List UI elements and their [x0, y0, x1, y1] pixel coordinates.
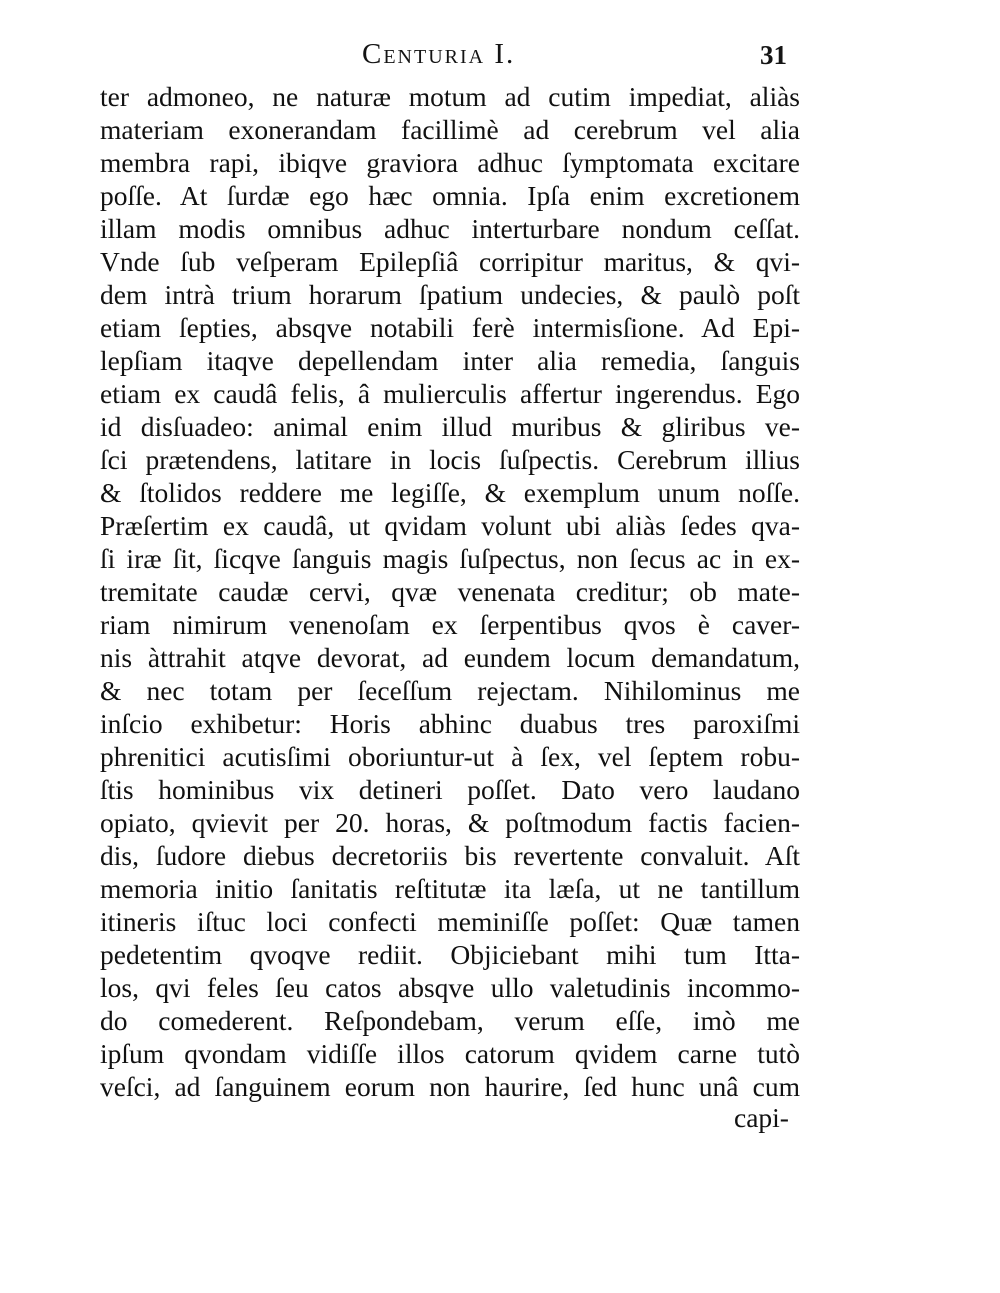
text-line: ſci prætendens, latitare in locis ſuſpectis. Cerebrum illius: [100, 444, 800, 475]
text-line: inſcio exhibetur: Horis abhinc duabus tres paroxiſmi: [100, 708, 800, 739]
text-line: ſtis hominibus vix detineri poſſet. Dato vero laudano: [100, 774, 800, 805]
text-line: pedetentim qvoqve rediit. Objiciebant mihi tum Itta-: [100, 939, 800, 970]
running-head-title: Centuria I.: [362, 38, 516, 70]
text-line: etiam ex caudâ felis, â mulierculis affertur ingerendus. Ego: [100, 378, 800, 409]
text-line: poſſe. At ſurdæ ego hæc omnia. Ipſa enim excretionem: [100, 180, 800, 211]
text-line: etiam ſepties, absqve notabili ferè intermisſione. Ad Epi-: [100, 312, 800, 343]
text-line: & nec totam per ſeceſſum rejectam. Nihilominus me: [100, 675, 800, 706]
text-line: & ſtolidos reddere me legiſſe, & exemplum unum noſſe.: [100, 477, 800, 508]
text-line: membra rapi, ibiqve graviora adhuc ſymptomata excitare: [100, 147, 800, 178]
text-line: illam modis omnibus adhuc interturbare nondum ceſſat.: [100, 213, 800, 244]
text-line: nis àttrahit atqve devorat, ad eundem locum demandatum,: [100, 642, 800, 673]
text-line: Vnde ſub veſperam Epilepſiâ corripitur maritus, & qvi-: [100, 246, 800, 277]
text-line: lepſiam itaqve depellendam inter alia remedia, ſanguis: [100, 345, 800, 376]
text-line: los, qvi feles ſeu catos absqve ullo valetudinis incommo-: [100, 972, 800, 1003]
running-head: [0, 38, 1000, 78]
text-line: dem intrà trium horarum ſpatium undecies, & paulò poſt: [100, 279, 800, 310]
text-line: Præſertim ex caudâ, ut qvidam volunt ubi aliàs ſedes qva-: [100, 510, 800, 541]
text-line: ſi iræ ſit, ſicqve ſanguis magis ſuſpectus, non ſecus ac in ex-: [100, 543, 800, 574]
text-line: memoria initio ſanitatis reſtitutæ ita læſa, ut ne tantillum: [100, 873, 800, 904]
text-line: dis, ſudore diebus decretoriis bis revertente convaluit. Aſt: [100, 840, 800, 871]
text-line: do comederent. Reſpondebam, verum eſſe, imò me: [100, 1005, 800, 1036]
text-line: ter admoneo, ne naturæ motum ad cutim impediat, aliàs: [100, 81, 800, 112]
text-line: phrenitici acutisſimi oboriuntur-ut à ſex, vel ſeptem robu-: [100, 741, 800, 772]
text-line: id disſuadeo: animal enim illud muribus & gliribus ve-: [100, 411, 800, 442]
page-number: 31: [760, 40, 787, 70]
text-line: itineris iſtuc loci confecti meminiſſe poſſet: Quæ tamen: [100, 906, 800, 937]
body-text: [100, 80, 800, 1103]
text-line: ipſum qvondam vidiſſe illos catorum qvidem carne tutò: [100, 1038, 800, 1069]
catchword: capi-: [734, 1102, 789, 1133]
text-line: riam nimirum venenoſam ex ſerpentibus qvos è caver-: [100, 609, 800, 640]
text-line: tremitate caudæ cervi, qvæ venenata creditur; ob mate-: [100, 576, 800, 607]
text-line: opiato, qvievit per 20. horas, & poſtmodum factis facien-: [100, 807, 800, 838]
text-line: materiam exonerandam facillimè ad cerebrum vel alia: [100, 114, 800, 145]
text-line: veſci, ad ſanguinem eorum non haurire, ſed hunc unâ cum: [100, 1071, 800, 1102]
